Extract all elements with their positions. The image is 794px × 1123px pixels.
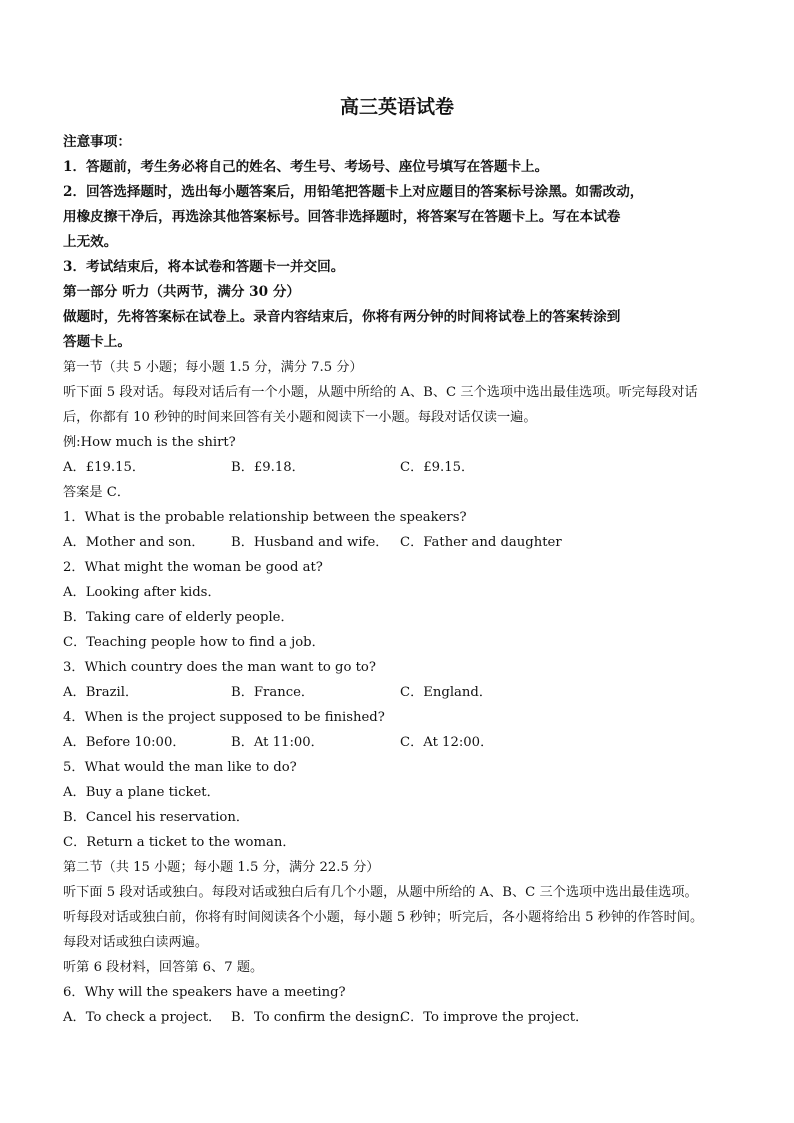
part1-instruction-line-1: 做题时，先将答案标在试卷上。录音内容结束后，你将有两分钟的时间将试卷上的答案转涂到	[63, 309, 621, 325]
question-3: 3．Which country does the man want to go to?	[63, 660, 376, 675]
q2-option-b: B．Taking care of elderly people．	[63, 610, 294, 625]
q3-option-c: C．England．	[400, 685, 493, 700]
q3-option-a: A．Brazil．	[63, 685, 139, 700]
question-6-options	[63, 1005, 731, 1030]
section2-heading: 第二节（共 15 小题；每小题 1.5 分，满分 22.5 分）	[63, 860, 380, 875]
material-6-instruction: 听第 6 段材料，回答第 6、7 题。	[63, 960, 264, 975]
example-option-c: C．£9.15．	[400, 460, 475, 475]
example-option-a: A．£19.15．	[63, 460, 146, 475]
q4-option-c: C．At 12:00．	[400, 735, 494, 750]
question-5: 5．What would the man like to do?	[63, 760, 297, 775]
example-answer: 答案是 C．	[63, 485, 131, 500]
part1-heading: 第一部分 听力（共两节，满分 30 分）	[63, 284, 301, 300]
q4-option-a: A．Before 10:00．	[63, 735, 186, 750]
q5-option-b: B．Cancel his reservation．	[63, 810, 250, 825]
page-title: 高三英语试卷	[339, 96, 454, 118]
q6-option-b: B．To confirm the design．	[231, 1010, 413, 1025]
question-6: 6．Why will the speakers have a meeting?	[63, 985, 346, 1000]
example-option-b: B．£9.18．	[231, 460, 305, 475]
notice-item-2-line-1: 2．回答选择题时，选出每小题答案后，用铅笔把答题卡上对应题目的答案标号涂黑。如需改动，	[63, 184, 644, 200]
section2-instruction-line-2: 听每段对话或独白前，你将有时间阅读各个小题，每小题 5 秒钟；听完后，各小题将给出 5 秒钟的作答时间。	[63, 910, 704, 925]
notice-item-2-line-3: 上无效。	[63, 234, 118, 250]
exam-page	[63, 94, 731, 1030]
q4-option-b: B．At 11:00．	[231, 735, 324, 750]
section1-instruction-line-1: 听下面 5 段对话。每段对话后有一个小题，从题中所给的 A、B、C 三个选项中选出最佳选项。听完每段对话	[63, 385, 698, 400]
question-1: 1．What is the probable relationship between the speakers?	[63, 510, 467, 525]
notice-item-2-line-2: 用橡皮擦干净后，再选涂其他答案标号。回答非选择题时，将答案写在答题卡上。写在本试卷	[63, 209, 621, 225]
q2-option-a: A．Looking after kids．	[63, 585, 221, 600]
notice-item-1: 1．答题前，考生务必将自己的姓名、考生号、考场号、座位号填写在答题卡上。	[63, 159, 549, 175]
question-3-options	[63, 680, 731, 705]
notice-item-3: 3．考试结束后，将本试卷和答题卡一并交回。	[63, 259, 345, 275]
q5-option-a: A．Buy a plane ticket．	[63, 785, 220, 800]
question-2: 2．What might the woman be good at?	[63, 560, 323, 575]
question-1-options	[63, 530, 731, 555]
q1-option-c: C．Father and daughter	[400, 535, 562, 550]
example-question: 例:How much is the shirt?	[63, 435, 236, 450]
section2-instruction-line-1: 听下面 5 段对话或独白。每段对话或独白后有几个小题，从题中所给的 A、B、C 三个选项中选出最佳选项。	[63, 885, 698, 900]
section1-heading: 第一节（共 5 小题；每小题 1.5 分，满分 7.5 分）	[63, 360, 363, 375]
section1-instruction-line-2: 后，你都有 10 秒钟的时间来回答有关小题和阅读下一小题。每段对话仅读一遍。	[63, 410, 537, 425]
notice-heading: 注意事项：	[63, 134, 131, 150]
q6-option-a: A．To check a project．	[63, 1010, 222, 1025]
question-4-options	[63, 730, 731, 755]
section2-instruction-line-3: 每段对话或独白读两遍。	[63, 935, 209, 950]
part1-instruction-line-2: 答题卡上。	[63, 334, 131, 350]
q3-option-b: B．France．	[231, 685, 315, 700]
q6-option-c: C．To improve the project．	[400, 1010, 589, 1025]
q1-option-a: A．Mother and son．	[63, 535, 205, 550]
question-4: 4．When is the project supposed to be finished?	[63, 710, 385, 725]
q2-option-c: C．Teaching people how to find a job．	[63, 635, 325, 650]
example-options	[63, 455, 731, 480]
q5-option-c: C．Return a ticket to the woman．	[63, 835, 296, 850]
q1-option-b: B．Husband and wife．	[231, 535, 389, 550]
